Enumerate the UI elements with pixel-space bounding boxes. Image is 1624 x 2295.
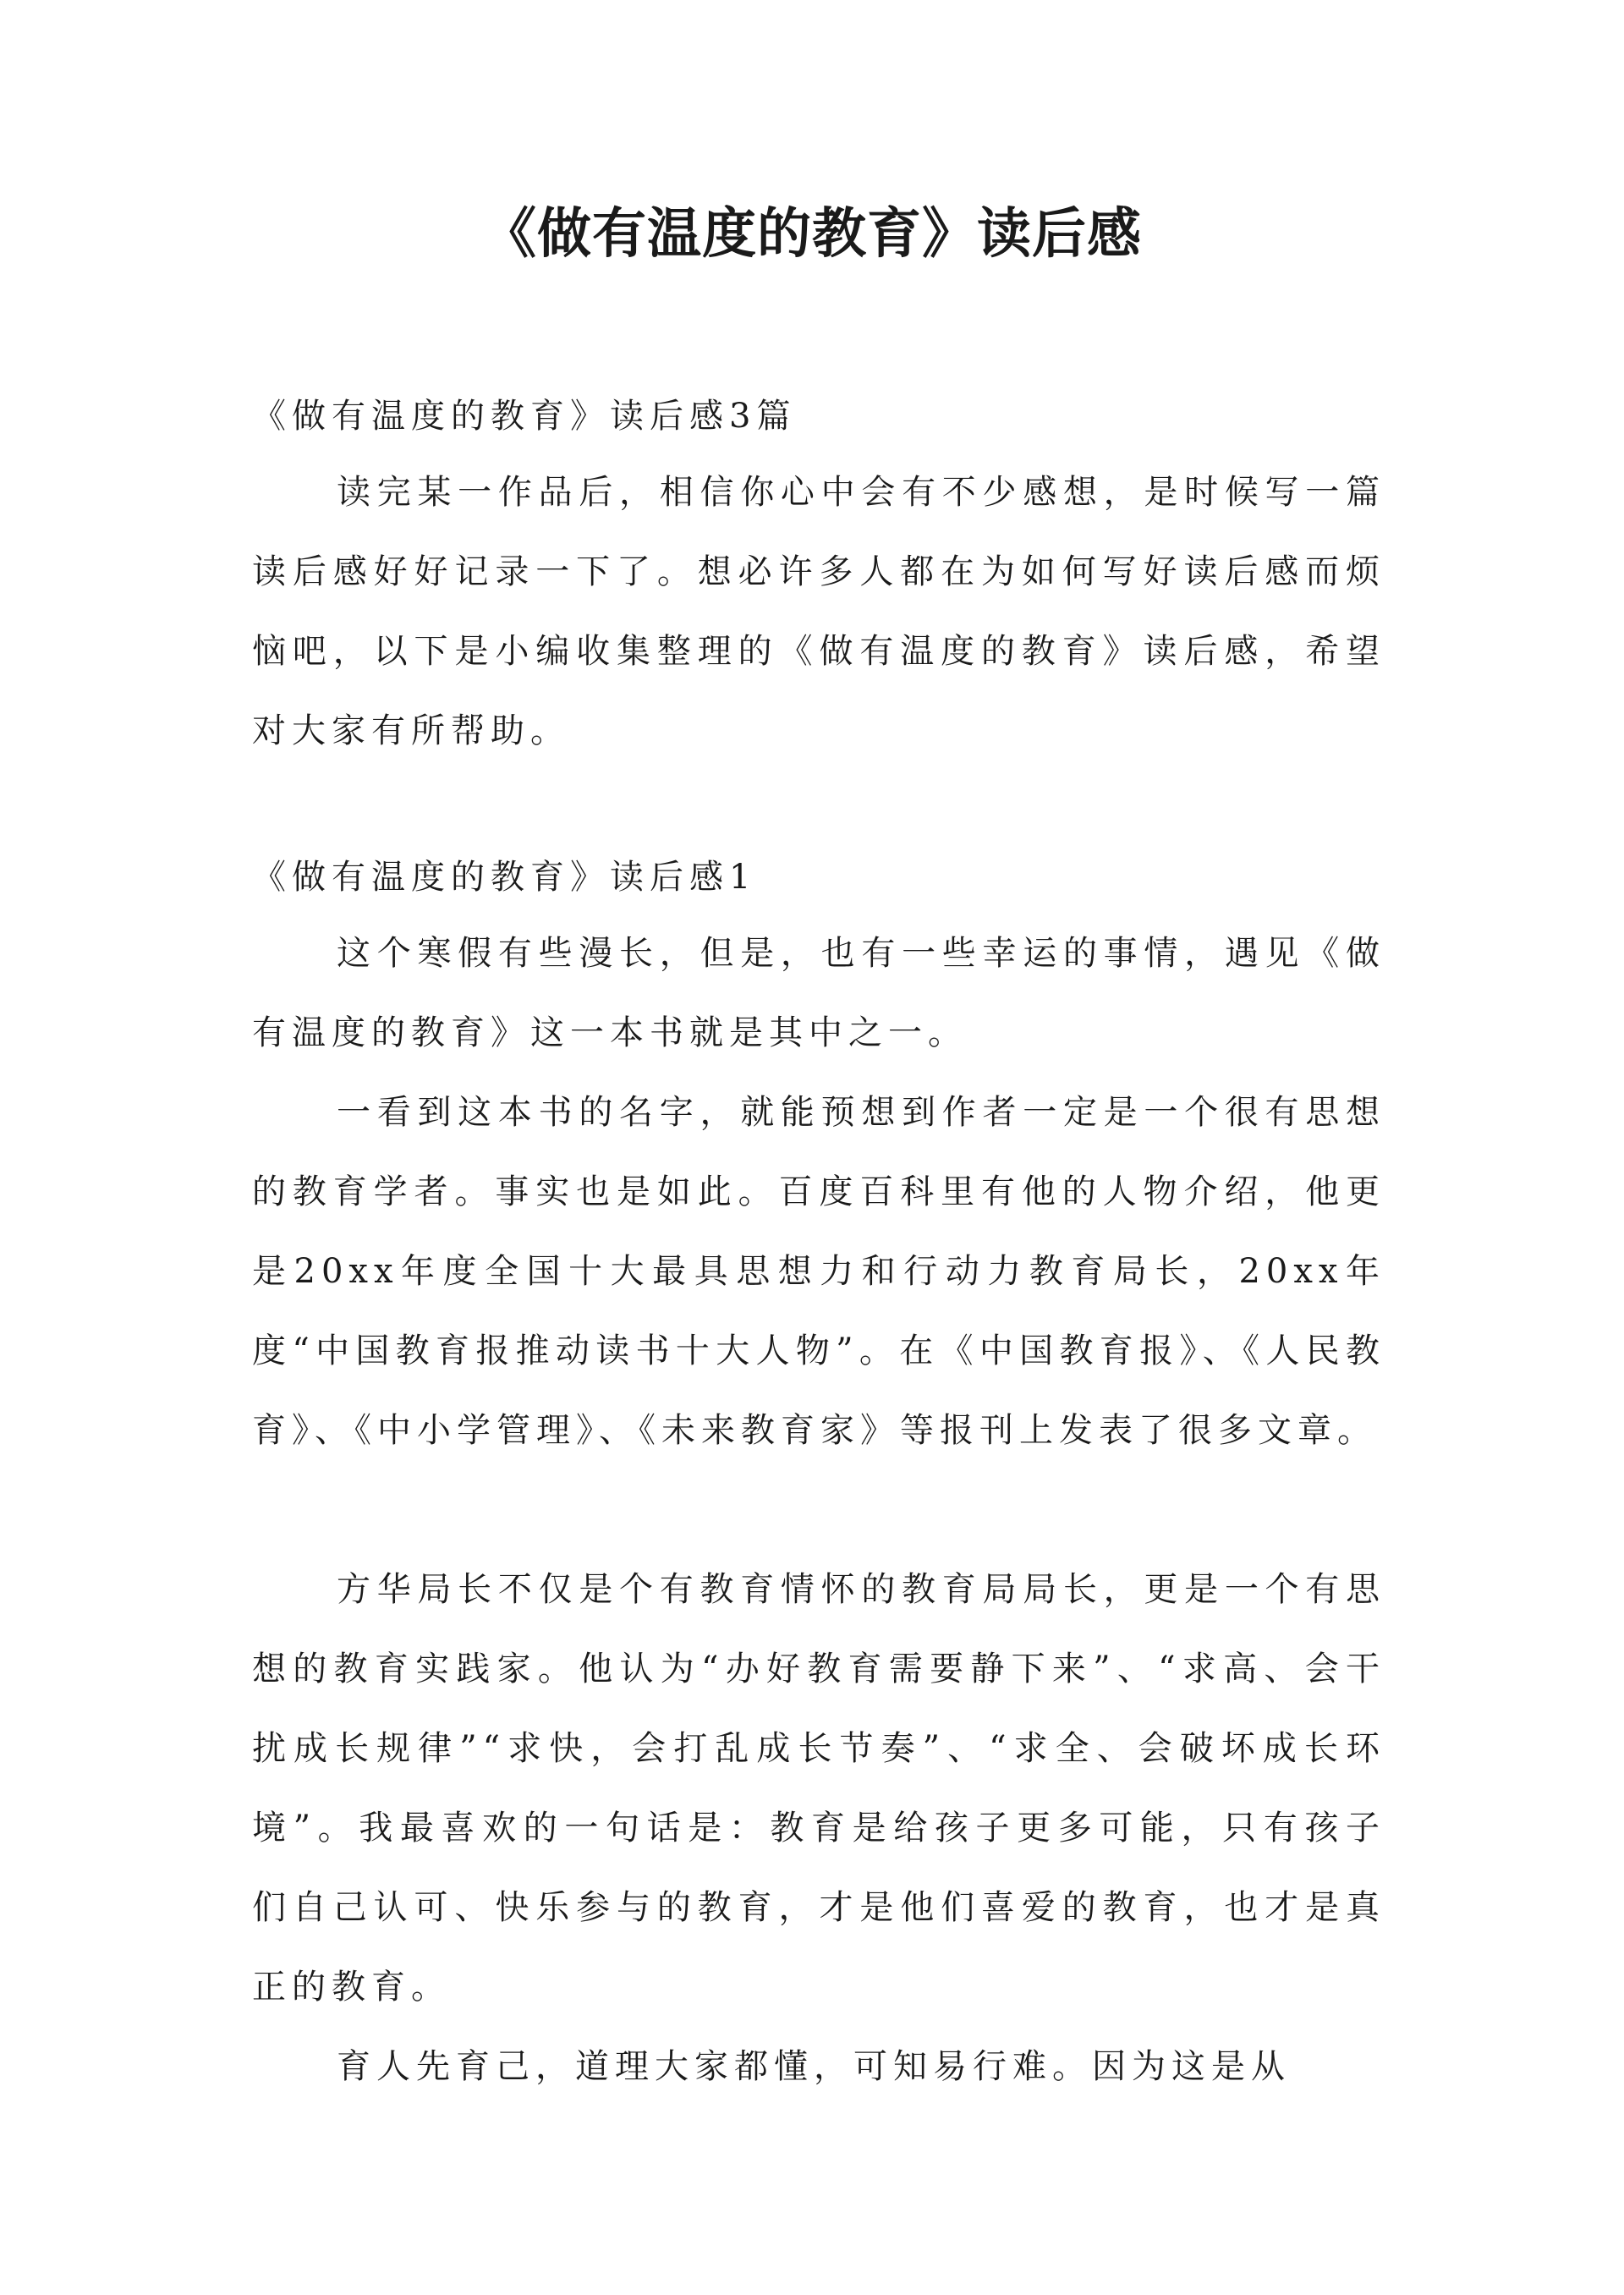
section-heading: 《做有温度的教育》读后感1 (252, 858, 757, 897)
document-subtitle: 《做有温度的教育》读后感3篇 (252, 397, 797, 436)
paragraph: 育人先育己，道理大家都懂，可知易行难。因为这是从 (337, 2047, 1291, 2086)
paragraph: 一看到这本书的名字，就能预想到作者一定是一个很有思想的教育学者。事实也是如此。百度百科里有他的人物介绍，他更是20xx年度全国十大最具思想力和行动力教育局长，20xx年度“中国教育报推动读书十大人物”。在《中国教育报》、《人民教育》、《中小学管理》、《未来教育家》等报刊上发表了很多文章。 (252, 1093, 1385, 1450)
paragraph: 这个寒假有些漫长，但是，也有一些幸运的事情，遇见《做有温度的教育》这一本书就是其中之一。 (252, 934, 1385, 1052)
paragraph: 方华局长不仅是个有教育情怀的教育局局长，更是一个有思想的教育实践家。他认为“办好教育需要静下来”、“求高、会干扰成长规律”“求快，会打乱成长节奏”、“求全、会破坏成长环境”。我最喜欢的一句话是：教育是给孩子更多可能，只有孩子们自己认可、快乐参与的教育，才是他们喜爱的教育，也才是真正的教育。 (252, 1570, 1385, 2007)
document-title: 《做有温度的教育》读后感 (482, 202, 1142, 266)
intro-paragraph: 读完某一作品后，相信你心中会有不少感想，是时候写一篇读后感好好记录一下了。想必许多人都在为如何写好读后感而烦恼吧，以下是小编收集整理的《做有温度的教育》读后感，希望对大家有所帮助。 (252, 473, 1385, 750)
